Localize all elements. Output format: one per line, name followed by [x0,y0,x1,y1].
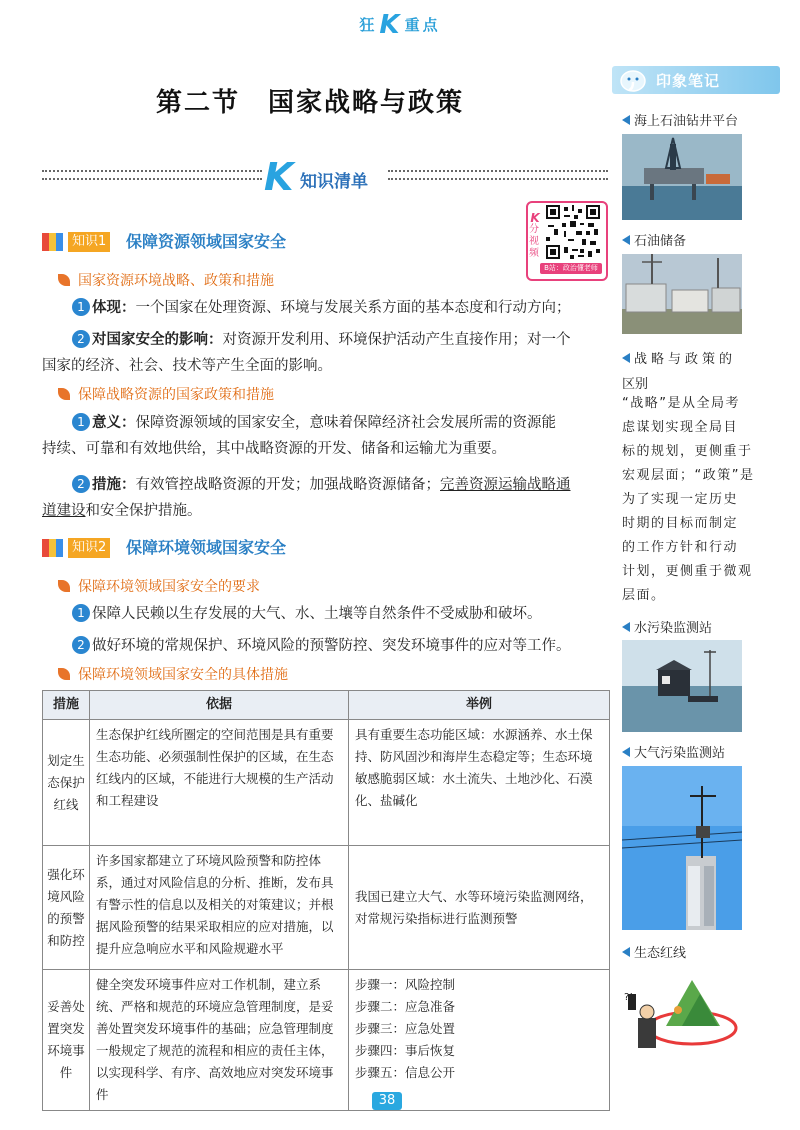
sidebar-caption-4: 水污染监测站 [622,617,712,636]
banner-k-logo: K [264,155,294,199]
section2-title: 保障环境领域国家安全 [126,538,287,557]
measures-table [42,690,610,1111]
table-cell-measure: 强化环境风险的预警和防控 [43,846,90,970]
triangle-marker-icon [622,947,630,957]
sidebar-caption-6: 生态红线 [622,942,686,961]
photo-water-monitoring-station [622,640,742,732]
illustration-ecological-red-line [622,966,742,1056]
table-cell-measure: 划定生态保护红线 [43,720,90,846]
leaf-icon [58,388,70,400]
section1-sub2: 保障战略资源的国家政策和措施 [58,384,274,404]
table-cell-basis: 许多国家都建立了环境风险预警和防控体系，通过对风险信息的分析、推断，发布具有警示性的信息以及相关的对策建议；并根据风险预警的结果采取相应的应对措施，以提升应急响应水平和风险规避水平 [90,846,349,970]
page-number: 38 [372,1092,402,1110]
section1-body-1: 1 体现：一个国家在处理资源、环境与发展关系方面的基本态度和行动方向； 2 对国家安全的影响：对资源开发利用、环境保护活动产生直接作用；对一个 国家的经济、社会、技术等产生全面的影响。 [42,299,571,374]
book-icon [42,232,64,252]
section2-sub2: 保障环境领域国家安全的具体措施 [58,664,288,684]
book-icon [42,538,64,558]
section2-body: 1 保障人民赖以生存发展的大气、水、土壤等自然条件不受威胁和破坏。 2 做好环境的常规保护、环境风险的预警防控、突发环境事件的应对等工作。 [42,601,622,659]
number-badge: 2 [72,475,90,493]
section2-header [42,536,342,560]
table-header-row [43,691,610,720]
table-cell-steps [349,970,610,1111]
photo-oil-storage [622,254,742,334]
sidebar-caption-3: 战略与政策的 [622,348,736,367]
qr-label: K 分视频 [529,211,540,259]
table-header: 举例 [349,691,610,720]
triangle-marker-icon [622,235,630,245]
section1-tag: 知识1 [68,232,110,252]
step-item: 步骤四：事后恢复 [355,1043,456,1058]
table-cell-basis: 健全突发环境事件应对工作机制，建立系统、严格和规范的环境应急管理制度，是妥善处置突发环境事件的基础；应急管理制度一般规定了规范的流程和相应的责任主体，以实现科学、有序、高效地应对突发环境事件 [90,970,349,1111]
elephant-mascot-icon [618,67,648,93]
step-item: 步骤一：风险控制 [355,977,456,992]
table-row [43,720,610,846]
table-cell-example: 具有重要生态功能区域：水源涵养、水土保持、防风固沙和海岸生态稳定等；生态环境敏感脆弱区域：水土流失、土地沙化、石漠化、盐碱化 [349,720,610,846]
step-item: 步骤五：信息公开 [355,1065,456,1080]
table-row [43,970,610,1111]
triangle-marker-icon [622,622,630,632]
triangle-marker-icon [622,115,630,125]
number-badge: 2 [72,330,90,348]
leaf-icon [58,580,70,592]
banner-dots-right [388,170,608,174]
table-header: 依据 [90,691,349,720]
step-item: 步骤三：应急处置 [355,1021,456,1036]
banner-dots-left-2 [42,178,262,182]
header-brand: 狂K 重点 [359,10,441,40]
sidebar-caption-5: 大气污染监测站 [622,742,725,761]
sidebar-caption-2: 石油储备 [622,230,686,249]
number-badge: 1 [72,413,90,431]
triangle-marker-icon [622,747,630,757]
table-cell-measure: 妥善处置突发环境事件 [43,970,90,1111]
section1-sub1: 国家资源环境战略、政策和措施 [58,270,274,290]
section2-sub1: 保障环境领域国家安全的要求 [58,576,260,596]
sidebar-note: “战略”是从全局考 虑谋划实现全局目 标的规划，更侧重于 宏观层面；“政策”是 为了实现一定历史 时期的目标而制定 的工作方针和行动 计划，更侧重于微观 层面。 [622,396,755,603]
number-badge: 1 [72,298,90,316]
sidebar-caption-3-line2: 区别 [622,377,649,392]
svg-text:?!: ?! [624,992,634,1003]
table-row [43,846,610,970]
banner-dots-right-2 [388,178,608,182]
triangle-marker-icon [622,353,630,363]
leaf-icon [58,274,70,286]
number-badge: 1 [72,604,90,622]
step-item: 步骤二：应急准备 [355,999,456,1014]
section1-title: 保障资源领域国家安全 [126,232,287,251]
leaf-icon [58,668,70,680]
qr-footer: B站：政治懂老师 [540,263,602,274]
photo-air-monitoring-station [622,766,742,930]
table-cell-example: 我国已建立大气、水等环境污染监测网络，对常规污染指标进行监测预警 [349,846,610,970]
number-badge: 2 [72,636,90,654]
sidebar-caption-1: 海上石油钻井平台 [622,110,738,129]
sidebar-banner: 印象笔记 [612,66,780,94]
page-title: 第二节 国家战略与政策 [155,88,464,118]
section1-body-2: 1 意义：保障资源领域的国家安全，意味着保障经济社会发展所需的资源能 持续、可靠和有效地供给，其中战略资源的开发、储备和运输尤为重要。 2 措施：有效管控战略资源的开发；加强战略资源储备；完善资源运输战略通 道建设和安全保护措施。 [42,414,571,519]
banner-dots-left [42,170,262,174]
section1-header [42,230,342,254]
table-cell-basis: 生态保护红线所圈定的空间范围是具有重要生态功能、必须强制性保护的区域，在生态红线内的区域，不能进行大规模的生产活动和工程建设 [90,720,349,846]
qr-code-icon[interactable] [546,205,600,259]
section2-tag: 知识2 [68,538,110,558]
banner-title: 知识清单 [300,172,368,192]
table-header: 措施 [43,691,90,720]
photo-oil-platform [622,134,742,220]
